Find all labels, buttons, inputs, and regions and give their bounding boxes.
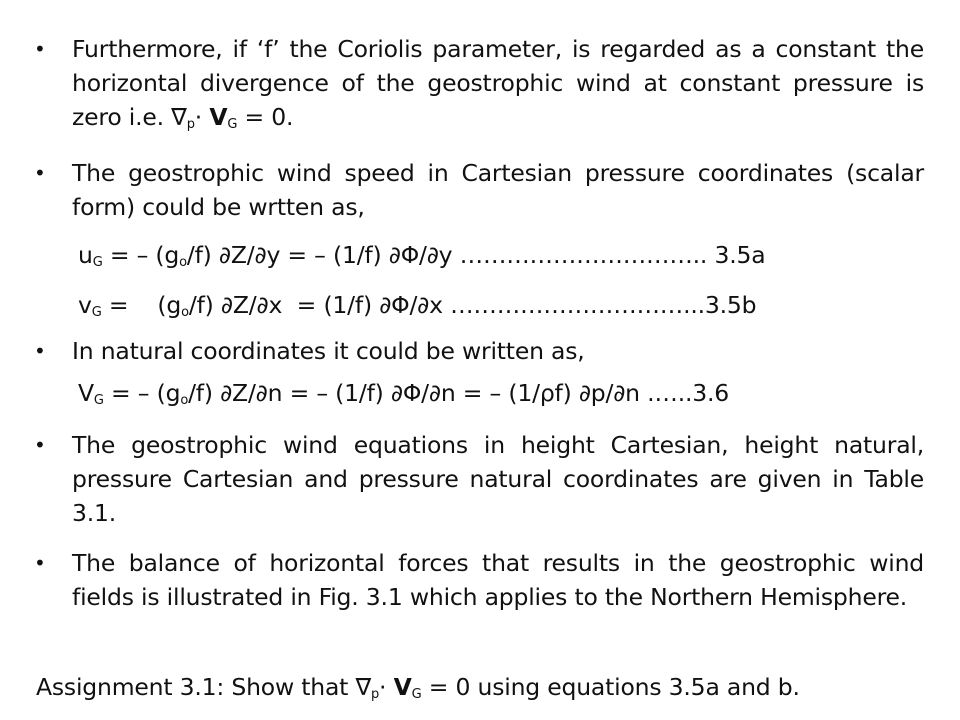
subscript-p: p <box>370 687 380 702</box>
bullet-text: The balance of horizontal forces that results in the geostrophic wind fields is illustrated in Fig. 3.1 which applies to the Northern Hemisphere. <box>72 549 924 611</box>
equation-3-6 <box>78 376 729 410</box>
equation-3-5b <box>78 288 756 322</box>
eq-part: /f) ∂Z/∂x = (1/f) ∂Φ/∂x …………………………...3.5b <box>188 291 757 319</box>
vector-v: V <box>393 673 412 701</box>
dot-operator: · <box>379 673 394 701</box>
bullet-text: In natural coordinates it could be written as, <box>72 337 585 365</box>
eq-g-subscript: o <box>179 255 187 270</box>
subscript-g: G <box>227 117 238 132</box>
bullet-marker: • <box>34 37 46 61</box>
assignment-text-end: = 0 using equations 3.5a and b. <box>421 673 800 701</box>
bullet-text: The geostrophic wind equations in height Cartesian, height natural, pressure Cartesian and pressure natural coordinates are given in Table 3.1. <box>72 431 924 527</box>
dot-operator: · <box>194 103 210 131</box>
eq-part: /f) ∂Z/∂n = – (1/f) ∂Φ/∂n = – (1/ρf) ∂p/∂n .…..3.6 <box>188 379 730 407</box>
bullet-marker: • <box>34 339 46 363</box>
subscript-p: p <box>186 117 195 132</box>
bullet-text: The geostrophic wind speed in Cartesian pressure coordinates (scalar form) could be wrtten as, <box>72 159 924 221</box>
bullet-force-balance <box>34 546 924 614</box>
equation-3-5a <box>78 238 765 272</box>
eq-part: = – (g <box>102 241 180 269</box>
eq-part: /f) ∂Z/∂y = – (1/f) ∂Φ/∂y ………………………….. 3.5a <box>186 241 766 269</box>
bullet-text: Furthermore, if ‘f’ the Coriolis parameter, is regarded as a constant the horizontal divergence of the geostrophic wind at constant pressure is zero i.e. ∇ <box>72 35 924 131</box>
assignment-line <box>36 670 800 704</box>
vector-v: V <box>209 103 228 131</box>
subscript-g: G <box>411 687 422 702</box>
eq-g-subscript: o <box>181 305 189 320</box>
bullet-table-reference <box>34 428 924 530</box>
eq-lhs: v <box>78 291 92 319</box>
eq-part: = (g <box>101 291 182 319</box>
bullet-marker: • <box>34 551 46 575</box>
assignment-text: Assignment 3.1: Show that ∇ <box>36 673 371 701</box>
eq-part: = – (g <box>103 379 181 407</box>
eq-g-subscript: o <box>180 393 189 408</box>
bullet-marker: • <box>34 433 46 457</box>
bullet-coriolis-divergence <box>34 32 924 134</box>
eq-lhs-subscript: G <box>92 255 103 270</box>
bullet-marker: • <box>34 161 46 185</box>
bullet-natural-coordinates <box>34 334 924 368</box>
eq-lhs-subscript: G <box>93 393 104 408</box>
bullet-cartesian-pressure <box>34 156 924 224</box>
eq-lhs: u <box>78 241 93 269</box>
bullet-text-end: = 0. <box>237 103 294 131</box>
eq-lhs-subscript: G <box>91 305 102 320</box>
eq-lhs: V <box>78 379 94 407</box>
